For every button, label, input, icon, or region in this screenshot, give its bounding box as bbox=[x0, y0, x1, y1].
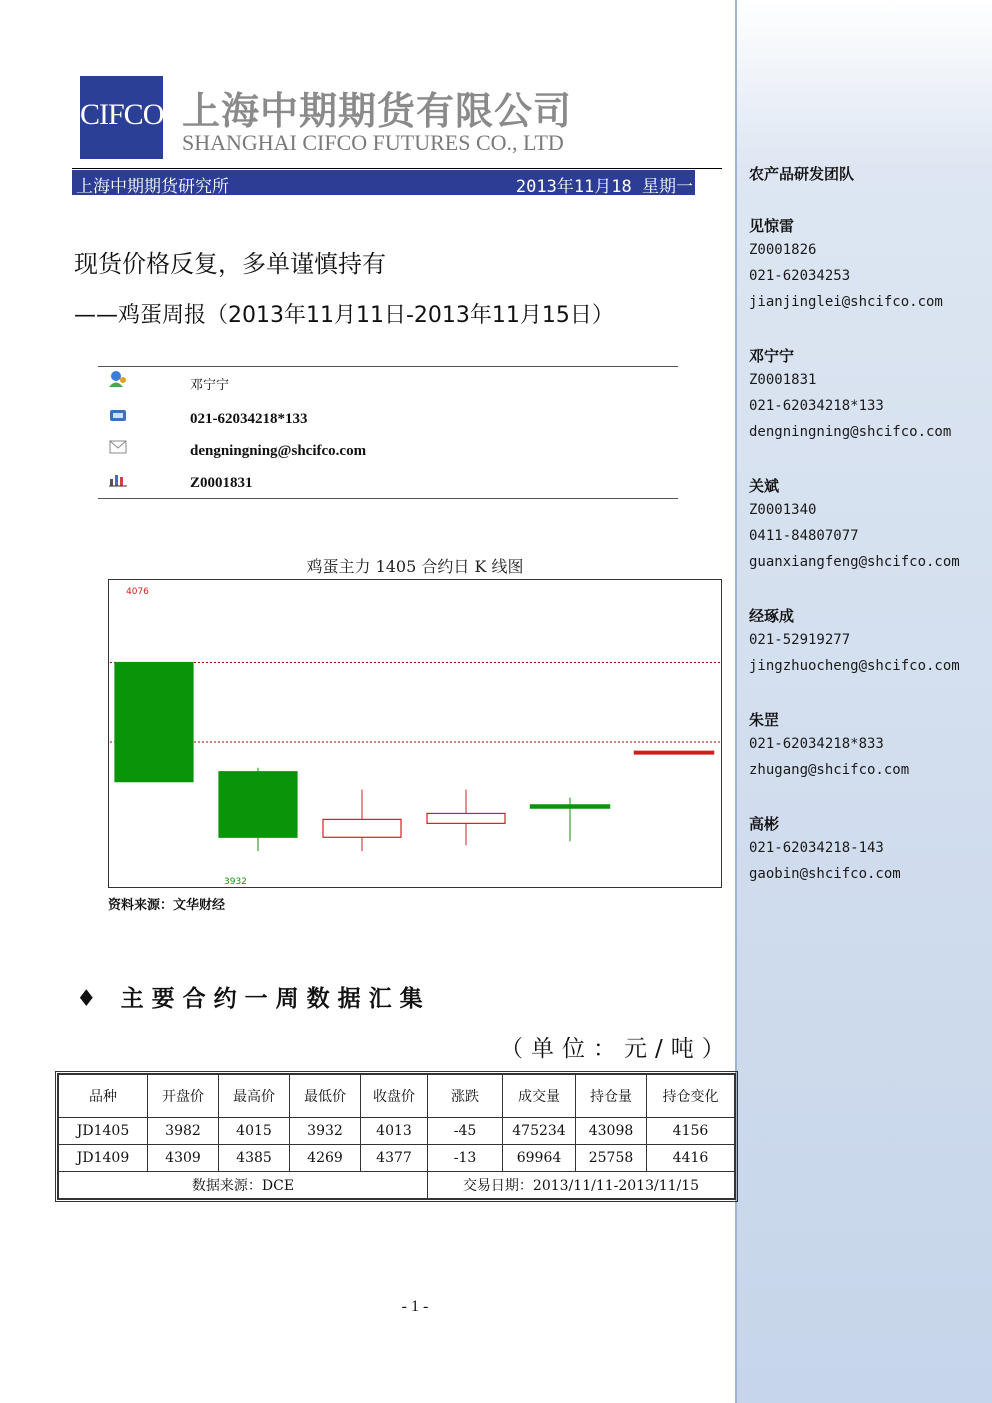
table-header-cell: 持仓变化 bbox=[647, 1075, 735, 1118]
table-cell: 3982 bbox=[148, 1118, 219, 1145]
table-cell: 4156 bbox=[647, 1118, 735, 1145]
sidebar-member-email: jingzhuocheng@shcifco.com bbox=[749, 658, 960, 674]
sidebar-member-email: gaobin@shcifco.com bbox=[749, 866, 901, 882]
table-row bbox=[59, 1145, 735, 1172]
table-cell: 69964 bbox=[503, 1145, 576, 1172]
sidebar-member-name: 关斌 bbox=[749, 477, 780, 495]
sidebar-member-license: Z0001340 bbox=[749, 502, 817, 518]
sidebar-member-name: 见惊雷 bbox=[749, 217, 795, 235]
table-cell: -45 bbox=[428, 1118, 503, 1145]
mail-icon bbox=[108, 439, 128, 455]
table-footer-date: 交易日期：2013/11/11-2013/11/15 bbox=[428, 1172, 735, 1199]
sidebar-member-name: 高彬 bbox=[749, 815, 780, 833]
table-header-cell: 最低价 bbox=[290, 1075, 361, 1118]
page-number: - 1 - bbox=[401, 1298, 429, 1315]
sidebar-member-email: guanxiangfeng@shcifco.com bbox=[749, 554, 960, 570]
table-header-row bbox=[59, 1075, 735, 1118]
sidebar-member-phone: 0411-84807077 bbox=[749, 528, 859, 544]
report-title: 现货价格反复，多单谨慎持有 bbox=[74, 250, 386, 278]
diamond-bullet-icon: ♦ bbox=[76, 986, 121, 1012]
table-header-cell: 收盘价 bbox=[361, 1075, 428, 1118]
table-cell: -13 bbox=[428, 1145, 503, 1172]
table-cell: 25758 bbox=[576, 1145, 647, 1172]
table-footer-source: 数据来源：DCE bbox=[59, 1172, 428, 1199]
table-cell: JD1405 bbox=[59, 1118, 148, 1145]
sidebar-member-name: 朱罡 bbox=[749, 711, 780, 729]
author-bottom-rule bbox=[98, 498, 678, 499]
table-cell: 4309 bbox=[148, 1145, 219, 1172]
unit-label: （单位：元/吨） bbox=[500, 1036, 733, 1062]
sidebar-member-email: jianjinglei@shcifco.com bbox=[749, 294, 943, 310]
logo-text: CIFCO bbox=[80, 98, 164, 131]
report-subtitle: ——鸡蛋周报（2013年11月11日-2013年11月15日） bbox=[74, 303, 614, 328]
table-header-cell: 涨跌 bbox=[428, 1075, 503, 1118]
phone-icon bbox=[108, 407, 128, 423]
author-name: 邓宁宁 bbox=[190, 378, 230, 393]
sidebar-member-name: 邓宁宁 bbox=[749, 347, 795, 365]
table-cell: 4269 bbox=[290, 1145, 361, 1172]
chart-title: 鸡蛋主力 1405 合约日 K 线图 bbox=[306, 557, 524, 576]
person-icon bbox=[108, 370, 128, 386]
sidebar-member-email: dengningning@shcifco.com bbox=[749, 424, 952, 440]
table-footer-row bbox=[59, 1172, 735, 1199]
data-table bbox=[55, 1071, 738, 1202]
author-phone: 021-62034218*133 bbox=[190, 411, 308, 427]
candle-body bbox=[635, 752, 713, 754]
header-divider bbox=[72, 168, 722, 169]
chart-max-label: 4076 bbox=[126, 587, 149, 597]
header-bar bbox=[72, 170, 695, 195]
author-email: dengningning@shcifco.com bbox=[190, 443, 367, 459]
table-cell: 4385 bbox=[219, 1145, 290, 1172]
author-license: Z0001831 bbox=[190, 475, 253, 491]
candlestick-chart bbox=[108, 579, 722, 888]
chart-source: 资料来源：文华财经 bbox=[108, 898, 226, 913]
section-title bbox=[76, 980, 431, 1013]
candle-body bbox=[323, 819, 401, 837]
sidebar-member-name: 经琢成 bbox=[749, 607, 795, 625]
table-cell: 475234 bbox=[503, 1118, 576, 1145]
table-cell: 43098 bbox=[576, 1118, 647, 1145]
sidebar-team-title: 农产品研发团队 bbox=[749, 165, 855, 183]
sidebar-member-email: zhugang@shcifco.com bbox=[749, 762, 910, 778]
sidebar-member-phone: 021-52919277 bbox=[749, 632, 851, 648]
report-date: 2013年11月18 星期一 bbox=[515, 177, 693, 197]
author-top-rule bbox=[98, 366, 678, 367]
chart-min-label: 3932 bbox=[224, 877, 247, 887]
table-cell: 3932 bbox=[290, 1118, 361, 1145]
institute-name: 上海中期期货研究所 bbox=[76, 177, 229, 197]
table-cell: 4377 bbox=[361, 1145, 428, 1172]
sidebar-member-phone: 021-62034218*133 bbox=[749, 398, 884, 414]
table-header-cell: 最高价 bbox=[219, 1075, 290, 1118]
candle-body bbox=[219, 772, 297, 838]
table-cell: 4013 bbox=[361, 1118, 428, 1145]
table-cell: 4416 bbox=[647, 1145, 735, 1172]
sidebar-member-phone: 021-62034218*833 bbox=[749, 736, 884, 752]
sidebar-panel bbox=[735, 0, 992, 1403]
candle-body bbox=[531, 806, 609, 808]
table-header-cell: 品种 bbox=[59, 1075, 148, 1118]
sidebar-member-phone: 021-62034253 bbox=[749, 268, 851, 284]
sidebar-member-phone: 021-62034218-143 bbox=[749, 840, 884, 856]
table-row bbox=[59, 1118, 735, 1145]
company-name-en: SHANGHAI CIFCO FUTURES CO., LTD bbox=[182, 130, 564, 155]
bar-chart-icon bbox=[108, 471, 128, 487]
sidebar-member-license: Z0001826 bbox=[749, 242, 817, 258]
candle-body bbox=[427, 813, 505, 823]
company-name-cn: 上海中期期货有限公司 bbox=[182, 89, 573, 133]
table-header-cell: 开盘价 bbox=[148, 1075, 219, 1118]
table-header-cell: 持仓量 bbox=[576, 1075, 647, 1118]
table-cell: 4015 bbox=[219, 1118, 290, 1145]
candle-body bbox=[115, 663, 193, 782]
section-title-text: 主要合约一周数据汇集 bbox=[120, 986, 431, 1012]
chart-frame bbox=[109, 580, 722, 888]
table-header-cell: 成交量 bbox=[503, 1075, 576, 1118]
sidebar-member-license: Z0001831 bbox=[749, 372, 817, 388]
table-cell: JD1409 bbox=[59, 1145, 148, 1172]
